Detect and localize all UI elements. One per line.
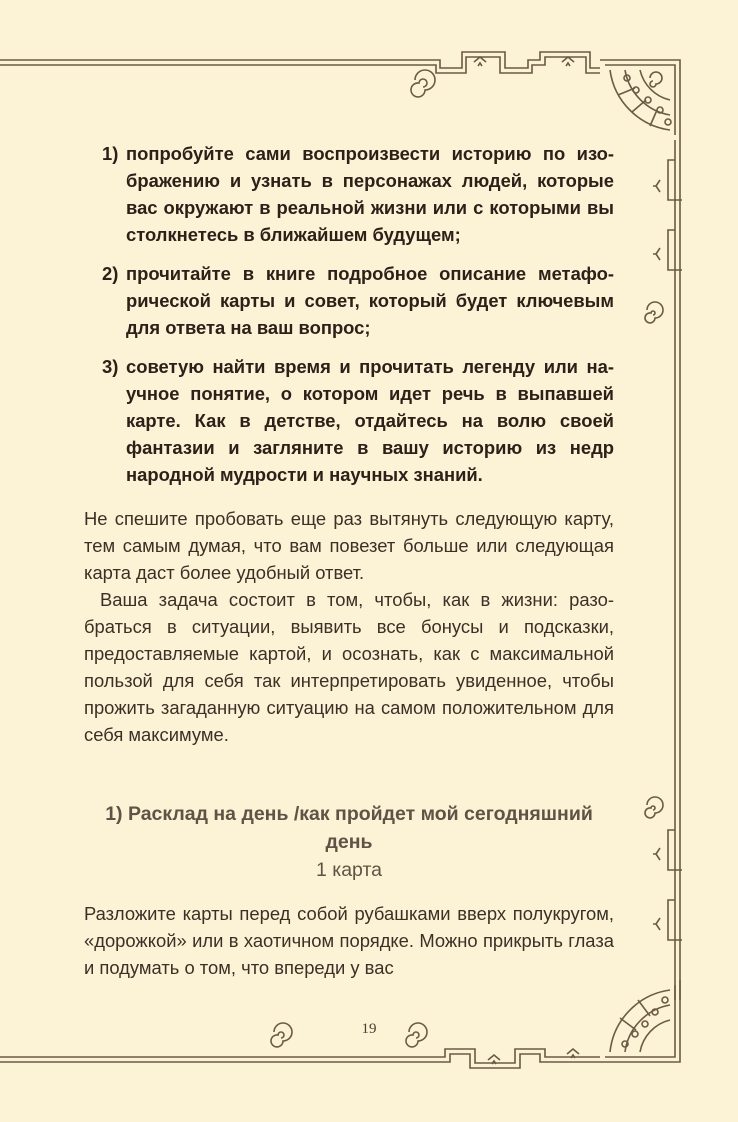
body-text [84,505,614,748]
list-item [84,140,614,248]
paragraph: Не спешите пробовать еще раз вытянуть следующую карту, тем самым думая, что вам повезет больше или следующая карта даст более удобный ответ. [84,508,614,583]
numbered-list [84,140,614,500]
paragraph: Разложите карты перед собой рубашками вверх полукругом, «дорожкой» или в хаотичном порядке. Можно прикрыть глаза и подумать о том, что впереди у вас [84,903,614,978]
section-title: 1) Расклад на день /как пройдет мой сегодняшний день [105,803,593,853]
list-item-text: попробуйте сами воспроизвести историю по изображению и узнать в персонажах людей, которые вас окружают в реальной жизни или с которыми вы столкнетесь в ближайшем будущем; [126,143,614,245]
list-item [84,353,614,488]
paragraph: Ваша задача состоит в том, чтобы, как в жизни: разобраться в ситуации, выявить все бонусы и подсказки, предоставляемые картой, и осознать, как с максимальной пользой для себя так интерпретировать увиденное, чтобы прожить загаданную ситуацию на самом положительном для себя максимуме. [84,589,614,745]
section-heading [84,800,614,884]
list-item-number: 1) [102,143,119,164]
list-item-number: 2) [102,263,119,284]
spiral-ornament [411,70,435,97]
closing-text [84,900,614,981]
list-item [84,260,614,341]
list-item-text: прочитайте в книге подробное описание метафорической карты и совет, который будет ключевым для ответа на ваш вопрос; [126,263,614,338]
page-number: 19 [361,1021,377,1037]
list-item-text: советую найти время и прочитать легенду или научное понятие, о котором идет речь в выпавшей карте. Как в детстве, отдайтесь на волю своей фантазии и загляните в вашу историю из недр народной мудрости и научных знаний. [126,356,614,485]
section-subtitle: 1 карта [315,859,383,881]
list-item-number: 3) [102,356,119,377]
